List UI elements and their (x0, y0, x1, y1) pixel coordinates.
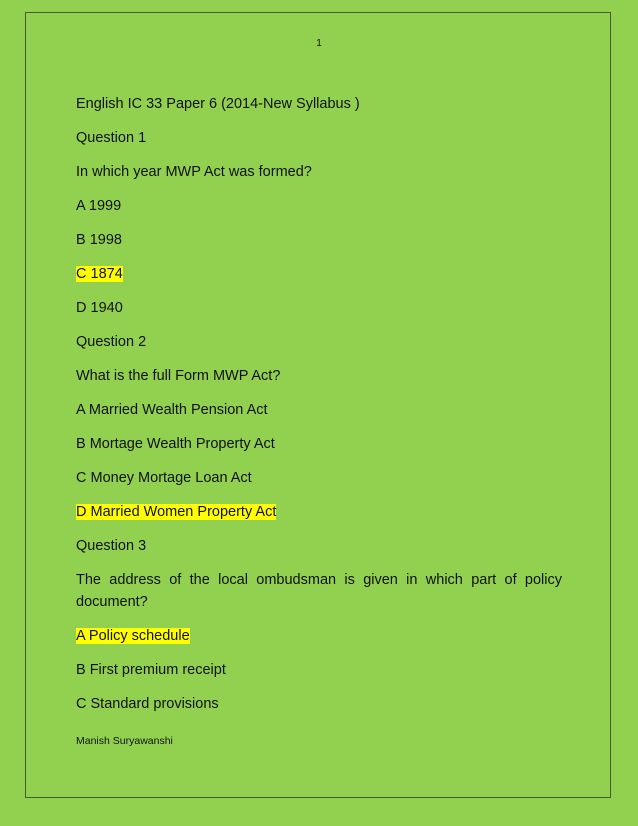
question-2-option-b: B Mortage Wealth Property Act (76, 436, 275, 452)
question-3-option-b: B First premium receipt (76, 662, 226, 678)
question-3-label: Question 3 (76, 538, 147, 554)
question-1-option-a: A 1999 (76, 198, 122, 214)
question-2-label: Question 2 (76, 334, 147, 350)
question-2-option-d-answer (76, 504, 276, 521)
question-1-option-d: D 1940 (76, 300, 123, 316)
question-1-text: In which year MWP Act was formed? (76, 164, 312, 180)
question-3-text-line-2: document? (76, 594, 148, 610)
question-3-option-c: C Standard provisions (76, 696, 219, 712)
answer-highlight: C 1874 (76, 266, 123, 282)
question-2-text: What is the full Form MWP Act? (76, 368, 281, 384)
question-1-option-c-answer (76, 266, 123, 283)
question-3-option-a-answer (76, 628, 190, 645)
document-title: English IC 33 Paper 6 (2014-New Syllabus ) (76, 96, 360, 112)
question-1-option-b: B 1998 (76, 232, 122, 248)
answer-highlight: D Married Women Property Act (76, 504, 277, 520)
answer-highlight: A Policy schedule (76, 628, 190, 644)
question-3-text-line-1: The address of the local ombudsman is given in which part of policy (76, 572, 562, 588)
question-2-option-c: C Money Mortage Loan Act (76, 470, 252, 486)
page-number: 1 (316, 38, 322, 49)
footer-author: Manish Suryawanshi (76, 735, 173, 747)
question-2-option-a: A Married Wealth Pension Act (76, 402, 268, 418)
question-1-label: Question 1 (76, 130, 147, 146)
